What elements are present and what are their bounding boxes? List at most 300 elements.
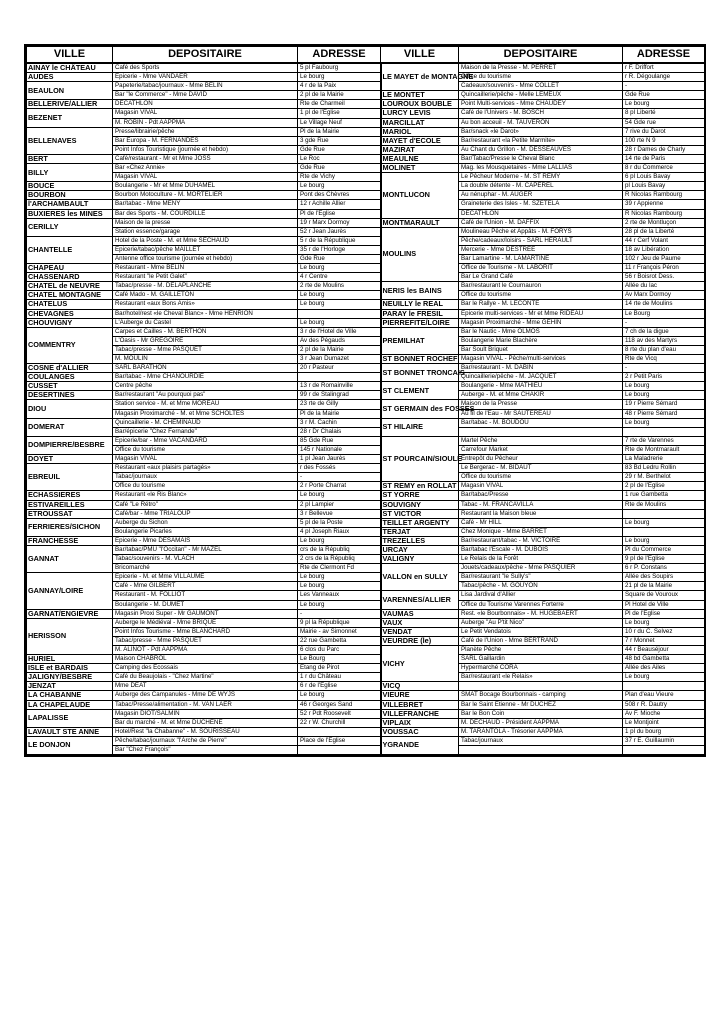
ville-cell: VOUSSAC	[381, 727, 459, 736]
adresse-cell: 56 r Boisrot Dess.	[623, 273, 705, 282]
ville-cell: GARNAT/ENGIEVRE	[27, 609, 113, 618]
table-row	[27, 118, 705, 127]
depositaire-cell: Bar/tabac/PMU "l'Occitan" - Mr MAZEL	[113, 545, 298, 554]
ville-cell: BOUCE	[27, 182, 113, 191]
ville-cell: YGRANDE	[381, 736, 459, 754]
ville-cell: NEUILLY le REAL	[381, 300, 459, 309]
ville-cell: ST GERMAIN des FOSSES	[381, 400, 459, 418]
table-row	[27, 418, 705, 427]
table-row	[27, 136, 705, 145]
adresse-cell: 2 rte de Montluçon	[623, 218, 705, 227]
adresse-cell: 7 ch de la digue	[623, 327, 705, 336]
table-row	[27, 63, 705, 73]
table-row	[27, 327, 705, 336]
table-row	[27, 91, 705, 100]
table-row	[27, 200, 705, 209]
table-row	[27, 636, 705, 645]
adresse-cell	[623, 509, 705, 518]
adresse-cell: 4 r Centre	[298, 273, 381, 282]
adresse-cell: 52 r Jean Jaurès	[298, 227, 381, 236]
table-row	[27, 345, 705, 354]
depositaire-cell: Café du Beaujolais - "Chez Martine"	[113, 673, 298, 682]
table-row	[27, 382, 705, 391]
ville-cell: DIOU	[27, 400, 113, 418]
ville-cell: VALIGNY	[381, 555, 459, 564]
table-row	[27, 173, 705, 182]
depositaire-cell: Bar le Nautic - Mme OLMOS	[459, 327, 623, 336]
adresse-cell: 1 pl du bourg	[623, 727, 705, 736]
ville-cell: CERILLY	[27, 218, 113, 236]
adresse-cell: 22 rue Gambetta	[298, 636, 381, 645]
depositaire-cell: DECATHLON	[459, 209, 623, 218]
adresse-cell: 13 r de Romainville	[298, 382, 381, 391]
adresse-cell: 44 r Beauséjour	[623, 646, 705, 655]
depositaire-cell: Bar/restaurant - M. DABIN	[459, 364, 623, 373]
depositaire-cell: Bar le Saint Etienne - Mr DUCHEZ	[459, 700, 623, 709]
depositaire-cell: Restaurant la Maison bleue	[459, 509, 623, 518]
adresse-cell: 2 rte de Moulins	[298, 282, 381, 291]
depositaire-cell: Boulangerie - Mme MATHIEU	[459, 382, 623, 391]
table-row	[27, 673, 705, 682]
depositaire-cell: Bar/restaurant "Au pourquoi pas"	[113, 391, 298, 400]
depositaire-cell: Bar le Bon Coin	[459, 709, 623, 718]
table-row	[27, 655, 705, 664]
adresse-cell: Rte de Charmeil	[298, 100, 381, 109]
adresse-cell: 2 r Petit Paris	[623, 373, 705, 382]
depositaire-cell: M. ALINOT - Pdt AAPPMA	[113, 646, 298, 655]
table-row	[27, 591, 705, 600]
depositaire-cell: Entrepôt du Pêcheur	[459, 455, 623, 464]
ville-cell: LA CHABANNE	[27, 691, 113, 700]
depositaire-cell: Au bon acceuil - M. TAUVERON	[459, 118, 623, 127]
adresse-cell: Le bourg	[623, 673, 705, 682]
ville-cell: BELLERIVE/ALLIER	[27, 100, 113, 109]
adresse-cell: 1 pl de l'Eglise	[298, 109, 381, 118]
adresse-cell: 2 pl de la Mairie	[298, 91, 381, 100]
table-row	[27, 282, 705, 291]
depositaire-cell: Quincaillerie/pêche - Melle LEMEUX	[459, 91, 623, 100]
ville-cell: CUSSET	[27, 382, 113, 391]
adresse-cell: 85 Gde Rue	[298, 436, 381, 445]
depositaire-cell: Tabac/Presse/alimentation - M. VAN LAER	[113, 700, 298, 709]
adresse-cell: r R. Dégoulange	[623, 73, 705, 82]
adresse-cell: Le Bourg	[623, 309, 705, 318]
ville-cell: ST HILAIRE	[381, 418, 459, 436]
ville-cell: LE MONTET	[381, 91, 459, 100]
ville-cell: CHAPEAU	[27, 264, 113, 273]
adresse-cell: 1 pl Jean Jaurès	[298, 455, 381, 464]
depositaire-cell: SARL BARATHON	[113, 364, 298, 373]
adresse-cell: -	[623, 318, 705, 327]
table-row	[27, 527, 705, 536]
adresse-cell: Rte de Montmarault	[623, 445, 705, 454]
adresse-cell: 145 r Nationale	[298, 445, 381, 454]
adresse-cell: Av Marx Dormoy	[623, 291, 705, 300]
table-row	[27, 309, 705, 318]
adresse-cell: 14 rte de Moulins	[623, 300, 705, 309]
adresse-cell: 48 bd Gambetta	[623, 655, 705, 664]
depositaire-cell: Carrefour Market	[459, 445, 623, 454]
depositaire-cell: Mag. les Mousquetaires - Mme LALLIAS	[459, 164, 623, 173]
ville-cell: CHEVAGNES	[27, 309, 113, 318]
adresse-cell: 14 rte de Paris	[623, 154, 705, 163]
adresse-cell: 19 r Pierre Sémard	[623, 400, 705, 409]
depositaire-cell: Rest. «le Bourbonnais» - M. HUGEBAERT	[459, 609, 623, 618]
depositaire-cell: Mme DEAT	[113, 682, 298, 691]
adresse-cell: 48 r Pierre Sémard	[623, 409, 705, 418]
adresse-cell: 6 clos du Parc	[298, 646, 381, 655]
table-row	[27, 364, 705, 373]
table-row	[27, 100, 705, 109]
ville-cell: BUXIERES les MINES	[27, 209, 113, 218]
depositaire-cell: Pêche/tabac/journaux "l'Arche de Pierre"	[113, 736, 298, 745]
depositaire-cell: Bar/restaurant "le Sully's"	[459, 573, 623, 582]
adresse-cell: Le bourg	[623, 100, 705, 109]
ville-cell: VAUX	[381, 618, 459, 627]
adresse-cell: Le Roc	[298, 154, 381, 163]
depositaire-cell: Le Relais de la Forêt	[459, 555, 623, 564]
depositaire-cell: Auberge - M. et Mme CHAKIR	[459, 391, 623, 400]
depositaire-cell: Auberge des Campanules - Mme DE WYJS	[113, 691, 298, 700]
adresse-cell: Le bourg	[298, 264, 381, 273]
ville-cell: JALIGNY/BESBRE	[27, 673, 113, 682]
ville-cell: BELLENAVES	[27, 127, 113, 154]
table-row	[27, 273, 705, 282]
depositaire-cell: Point Infos Tourisme - Mme BLANCHARD	[113, 627, 298, 636]
adresse-cell: 44 r Cerf Volant	[623, 236, 705, 245]
ville-cell: DOYET	[27, 455, 113, 464]
depositaire-cell: Bar des Sports - M. COURDILLE	[113, 209, 298, 218]
ville-cell: VILLEBRET	[381, 700, 459, 709]
table-row	[27, 600, 705, 609]
adresse-cell: -	[298, 473, 381, 482]
depositaire-cell: Café/bar - Mme TRIALOUP	[113, 509, 298, 518]
adresse-cell: 3 gde Rue	[298, 136, 381, 145]
table-row	[27, 627, 705, 636]
depositaire-cell: Epicerie - Mme DESAMAIS	[113, 536, 298, 545]
ville-cell: DOMERAT	[27, 418, 113, 436]
depositaire-cell: Martel Pêche	[459, 436, 623, 445]
adresse-cell: Allée du lac	[623, 282, 705, 291]
ville-cell: LAVAULT STE ANNE	[27, 727, 113, 736]
adresse-cell: Les Vanneaux	[298, 591, 381, 600]
depositaire-cell: Boulangerie - M. DUMET	[113, 600, 298, 609]
depositaire-cell: Café - Mme GILBERT	[113, 582, 298, 591]
depositaire-cell: Bricomarché	[113, 564, 298, 573]
adresse-cell: 7 r Monnet	[623, 636, 705, 645]
depositaire-cell: Tabac/pêche - M. GOUYON	[459, 582, 623, 591]
header-ville-right: VILLE	[381, 47, 459, 64]
depositaire-cell: Bar/tabac - Mme CHANOURDIE	[113, 373, 298, 382]
depositaire-cell: Tabac/journaux	[113, 473, 298, 482]
adresse-cell	[623, 427, 705, 436]
table-row	[27, 564, 705, 573]
depositaire-cell	[459, 427, 623, 436]
ville-cell: MOLINET	[381, 164, 459, 173]
adresse-cell: 4 pl Joseph Riaux	[298, 527, 381, 536]
adresse-cell: 3 r Jean Dumazet	[298, 355, 381, 364]
adresse-cell: Av des Pégauds	[298, 336, 381, 345]
depositaire-cell: Magasin VIVAL	[459, 482, 623, 491]
table-row	[27, 727, 705, 736]
adresse-cell: 39 r Appienne	[623, 200, 705, 209]
depositaire-cell: Office du tourisme	[113, 482, 298, 491]
ville-cell: LAPALISSE	[27, 709, 113, 727]
depositaire-cell: Office du tourisme	[113, 445, 298, 454]
ville-cell: VAUMAS	[381, 609, 459, 618]
adresse-cell: Le bourg	[298, 600, 381, 609]
ville-cell: ST VICTOR	[381, 509, 459, 518]
table-row	[27, 145, 705, 154]
depositaire-cell: Tabac/souvenirs - M. VLACH	[113, 555, 298, 564]
depositaire-cell: Bar/tabac - M. BOUDOU	[459, 418, 623, 427]
table-row	[27, 455, 705, 464]
depositaire-cell: Bar/restaurant «la Petite Marmite»	[459, 136, 623, 145]
ville-cell: ETROUSSAT	[27, 509, 113, 518]
depositaire-cell: Magasin VIVAL	[113, 173, 298, 182]
adresse-cell: 11 r François Péron	[623, 264, 705, 273]
header-ville-left: VILLE	[27, 47, 113, 64]
depositaire-cell: Pêche/cadeaux/loisirs - SARL HERAULT	[459, 236, 623, 245]
adresse-cell: 29 r M. Berthelot	[623, 473, 705, 482]
adresse-cell	[623, 682, 705, 691]
depositaire-cell: Bar/restaurant «le Relais»	[459, 673, 623, 682]
depositaire-cell: Quincaillerie - M. CHEMINAUD	[113, 418, 298, 427]
depositaire-cell: Camping des Ecossais	[113, 664, 298, 673]
table-row	[27, 355, 705, 364]
table-row	[27, 491, 705, 500]
depositaire-cell: Tabac/presse - M. DELAPLANCHE	[113, 282, 298, 291]
table-row	[27, 682, 705, 691]
adresse-cell: 5 pl Faubourg	[298, 63, 381, 73]
depositaire-cell: Auberge du Sichon	[113, 518, 298, 527]
depositaire-cell: Magasin Proximarché - Mme GEHIN	[459, 318, 623, 327]
adresse-cell: 7 rte de Varennes	[623, 436, 705, 445]
ville-cell: ECHASSIERES	[27, 491, 113, 500]
ville-cell: MAYET d'ECOLE	[381, 136, 459, 145]
table-row	[27, 127, 705, 136]
depositaire-cell: Boulangerie Marie Blachère	[459, 336, 623, 345]
adresse-cell: 23 rte de Gilly	[298, 400, 381, 409]
depositaire-cell: Café - Mr HILL	[459, 518, 623, 527]
depositaire-cell: Epicerie - M. et Mme VILLAUME	[113, 573, 298, 582]
depositaire-cell: Bar/restaurant/tabac - M. VICTOIRE	[459, 536, 623, 545]
adresse-cell: Le bourg	[623, 418, 705, 427]
table-row	[27, 264, 705, 273]
adresse-cell: 2 pl Lampier	[298, 500, 381, 509]
ville-cell: CHATEL de NEUVRE	[27, 282, 113, 291]
adresse-cell: 83 Bd Ledru Rollin	[623, 464, 705, 473]
table-row	[27, 536, 705, 545]
adresse-cell: Le bourg	[623, 382, 705, 391]
ville-cell: BERT	[27, 154, 113, 163]
table-row	[27, 427, 705, 436]
adresse-cell: Allée des Ailes	[623, 664, 705, 673]
adresse-cell: Mairie - av Simonnet	[298, 627, 381, 636]
adresse-cell: crs de la Républiq	[298, 545, 381, 554]
table-row	[27, 555, 705, 564]
ville-cell: SOUVIGNY	[381, 500, 459, 509]
ville-cell: MONTLUCON	[381, 173, 459, 218]
ville-cell: VALLON en SULLY	[381, 564, 459, 591]
table-row	[27, 473, 705, 482]
table-row	[27, 291, 705, 300]
ville-cell: MAZIRAT	[381, 145, 459, 154]
ville-cell: GANNAY/LOIRE	[27, 573, 113, 609]
adresse-cell: Le bourg	[298, 491, 381, 500]
depositaire-cell: SMAT Bocage Bourbonnais - camping	[459, 691, 623, 700]
adresse-cell: R Nicolas Rambourg	[623, 209, 705, 218]
depositaire-cell: M. DECHAUD - Président AAPPMA	[459, 718, 623, 727]
adresse-cell	[623, 746, 705, 755]
adresse-cell: 3 r Bellevue	[298, 509, 381, 518]
adresse-cell: 12 r Achille Allier	[298, 200, 381, 209]
depositaire-cell: M. MOULIN	[113, 355, 298, 364]
ville-cell: NERIS les BAINS	[381, 282, 459, 300]
depositaire-cell: Bar/restaurant le Cournauron	[459, 282, 623, 291]
ville-cell: PIERREFITE/LOIRE	[381, 318, 459, 327]
depositaire-cell: Lisa Jardival d'Allier	[459, 591, 623, 600]
depositaire-cell: Papeterie/tabac/journaux - Mme BELIN	[113, 82, 298, 91]
depositaire-cell: Bar/tabac/Presse	[459, 491, 623, 500]
depositaire-cell: Maison de la presse	[113, 218, 298, 227]
adresse-cell	[298, 309, 381, 318]
ville-cell: COULANGES	[27, 373, 113, 382]
adresse-cell: Rte de Moulins	[623, 500, 705, 509]
ville-cell: VILLEFRANCHE	[381, 709, 459, 718]
adresse-cell: Pont des Chèvres	[298, 191, 381, 200]
depositaire-cell: Station service - M. et Mme MOREAU	[113, 400, 298, 409]
adresse-cell: 19 r Marx Dormoy	[298, 218, 381, 227]
depositaire-cell: Le Petit Vendatois	[459, 627, 623, 636]
table-row	[27, 609, 705, 618]
table-row	[27, 191, 705, 200]
ville-cell: LE DONJON	[27, 736, 113, 754]
ville-cell: COMMENTRY	[27, 327, 113, 363]
adresse-cell: Pl de la Mairie	[298, 127, 381, 136]
table-row	[27, 618, 705, 627]
table-row	[27, 518, 705, 527]
ville-cell: HURIEL	[27, 655, 113, 664]
depositaire-cell: Office du tourisme	[459, 73, 623, 82]
table-row	[27, 164, 705, 173]
depositaire-cell: Bar/tabac l'Escale - M. DUBOIS	[459, 545, 623, 554]
table-row	[27, 409, 705, 418]
ville-cell: TEILLET ARGENTY	[381, 518, 459, 527]
depositaire-cell: Epicerie/tabac/pêche MAILLET	[113, 245, 298, 254]
ville-cell: ESTIVAREILLES	[27, 500, 113, 509]
adresse-cell: r des Fossés	[298, 464, 381, 473]
table-row	[27, 154, 705, 163]
depositaire-cell: Mercerie - Mme DESTREE	[459, 245, 623, 254]
adresse-cell: -	[623, 364, 705, 373]
depositaire-cell: Station essence/garage	[113, 227, 298, 236]
adresse-cell: Le Montjoint	[623, 718, 705, 727]
adresse-cell: 52 r Pdt Roosevelt	[298, 709, 381, 718]
ville-cell: MONTMARAULT	[381, 218, 459, 227]
depositaire-cell: Café "Le Rétro"	[113, 500, 298, 509]
table-row	[27, 746, 705, 755]
adresse-cell: -	[623, 82, 705, 91]
ville-cell: VIPLAIX	[381, 718, 459, 727]
adresse-cell: 102 r Jeu de Paume	[623, 254, 705, 263]
depositaire-cell: Restaurant «le Ris Blanc»	[113, 491, 298, 500]
table-row	[27, 400, 705, 409]
adresse-cell: Square de Vouroux	[623, 591, 705, 600]
depositaire-cell: Antenne office tourisme (journée et hebdo)	[113, 254, 298, 263]
depositaire-cell: M. TARANTOLA - Trésorier AAPPMA	[459, 727, 623, 736]
depositaire-cell: L'Auberge du Castel	[113, 318, 298, 327]
ville-cell: PARAY le FRESIL	[381, 309, 459, 318]
adresse-cell	[298, 727, 381, 736]
depositaire-cell: Office du tourisme	[459, 291, 623, 300]
adresse-cell	[298, 373, 381, 382]
depositaire-cell: Magasin VIVAL - Pêche/multi-services	[459, 355, 623, 364]
depositaire-cell: Restaurant «aux plaisirs partagés»	[113, 464, 298, 473]
adresse-cell: Gde Rue	[298, 254, 381, 263]
depositaire-cell: DECATHLON	[113, 100, 298, 109]
adresse-cell: Le bourg	[298, 291, 381, 300]
depositaire-cell: Bar Le Grand Café	[459, 273, 623, 282]
table-row	[27, 700, 705, 709]
depositaire-cell: Presse/librairie/pêche	[113, 127, 298, 136]
adresse-cell: 22 r W. Churchill	[298, 718, 381, 727]
adresse-cell: Allée des Soupirs	[623, 573, 705, 582]
adresse-cell: 8 rte du plan d'eau	[623, 345, 705, 354]
adresse-cell: 28 r Dames de Charly	[623, 145, 705, 154]
ville-cell: EBREUIL	[27, 464, 113, 491]
adresse-cell: 2 crs de la Républiq	[298, 555, 381, 564]
adresse-cell: 1 r du Château	[298, 673, 381, 682]
adresse-cell: 7 rive du Darot	[623, 127, 705, 136]
ville-cell: LURCY LEVIS	[381, 109, 459, 118]
depositaire-cell: Point Multi-services - Mme CHAUDEY	[459, 100, 623, 109]
depositaire-cell: Café de l'Univers - M. BOSCH	[459, 109, 623, 118]
depositaire-cell: Au Chant du Grillon - M. DESSEAUVES	[459, 145, 623, 154]
adresse-cell: Le bourg	[298, 582, 381, 591]
ville-cell: COSNE d'ALLIER	[27, 364, 113, 373]
depositaire-cell: Bar Soult Briquet	[459, 345, 623, 354]
depositaire-cell: Le Pêcheur Moderne - M. ST REMY	[459, 173, 623, 182]
depositaire-cell: M. ROBIN - Pdt AAPPMA	[113, 118, 298, 127]
depositaire-cell: Cadeaux/souvenirs - Mme COLLET	[459, 82, 623, 91]
depositaire-cell: Bar/snack «le Darot»	[459, 127, 623, 136]
adresse-cell: Le bourg	[298, 536, 381, 545]
adresse-cell: Le bourg	[298, 182, 381, 191]
depositaire-cell: Hotel de la Poste - M. et Mme SECHAUD	[113, 236, 298, 245]
header-depositaire-right: DEPOSITAIRE	[459, 47, 623, 64]
depositaire-cell: Jouets/cadeaux/pêche - Mme PASQUIER	[459, 564, 623, 573]
table-row	[27, 664, 705, 673]
ville-cell: CHASSENARD	[27, 273, 113, 282]
adresse-cell: 6 r P. Constans	[623, 564, 705, 573]
adresse-cell: Le bourg	[298, 73, 381, 82]
adresse-cell: 2 pl de l'Eglise	[623, 482, 705, 491]
depositaire-cell: Bar "Chez François"	[113, 746, 298, 755]
adresse-cell: Rte de Clermont Fd	[298, 564, 381, 573]
table-row	[27, 182, 705, 191]
adresse-cell: Le bourg	[298, 573, 381, 582]
depositaire-cell: Magasin DIOT/SALMIN	[113, 709, 298, 718]
depositaire-cell: Tabac/presse - Mme PASQUET	[113, 345, 298, 354]
adresse-cell: Le Bourg	[298, 655, 381, 664]
adresse-cell: 2 pl de la Mairie	[298, 345, 381, 354]
adresse-cell: 28 pl de la Liberté	[623, 227, 705, 236]
depositaire-cell	[459, 746, 623, 755]
table-row	[27, 336, 705, 345]
depositaire-cell: Café des Sports	[113, 63, 298, 73]
ville-cell: HERISSON	[27, 618, 113, 654]
